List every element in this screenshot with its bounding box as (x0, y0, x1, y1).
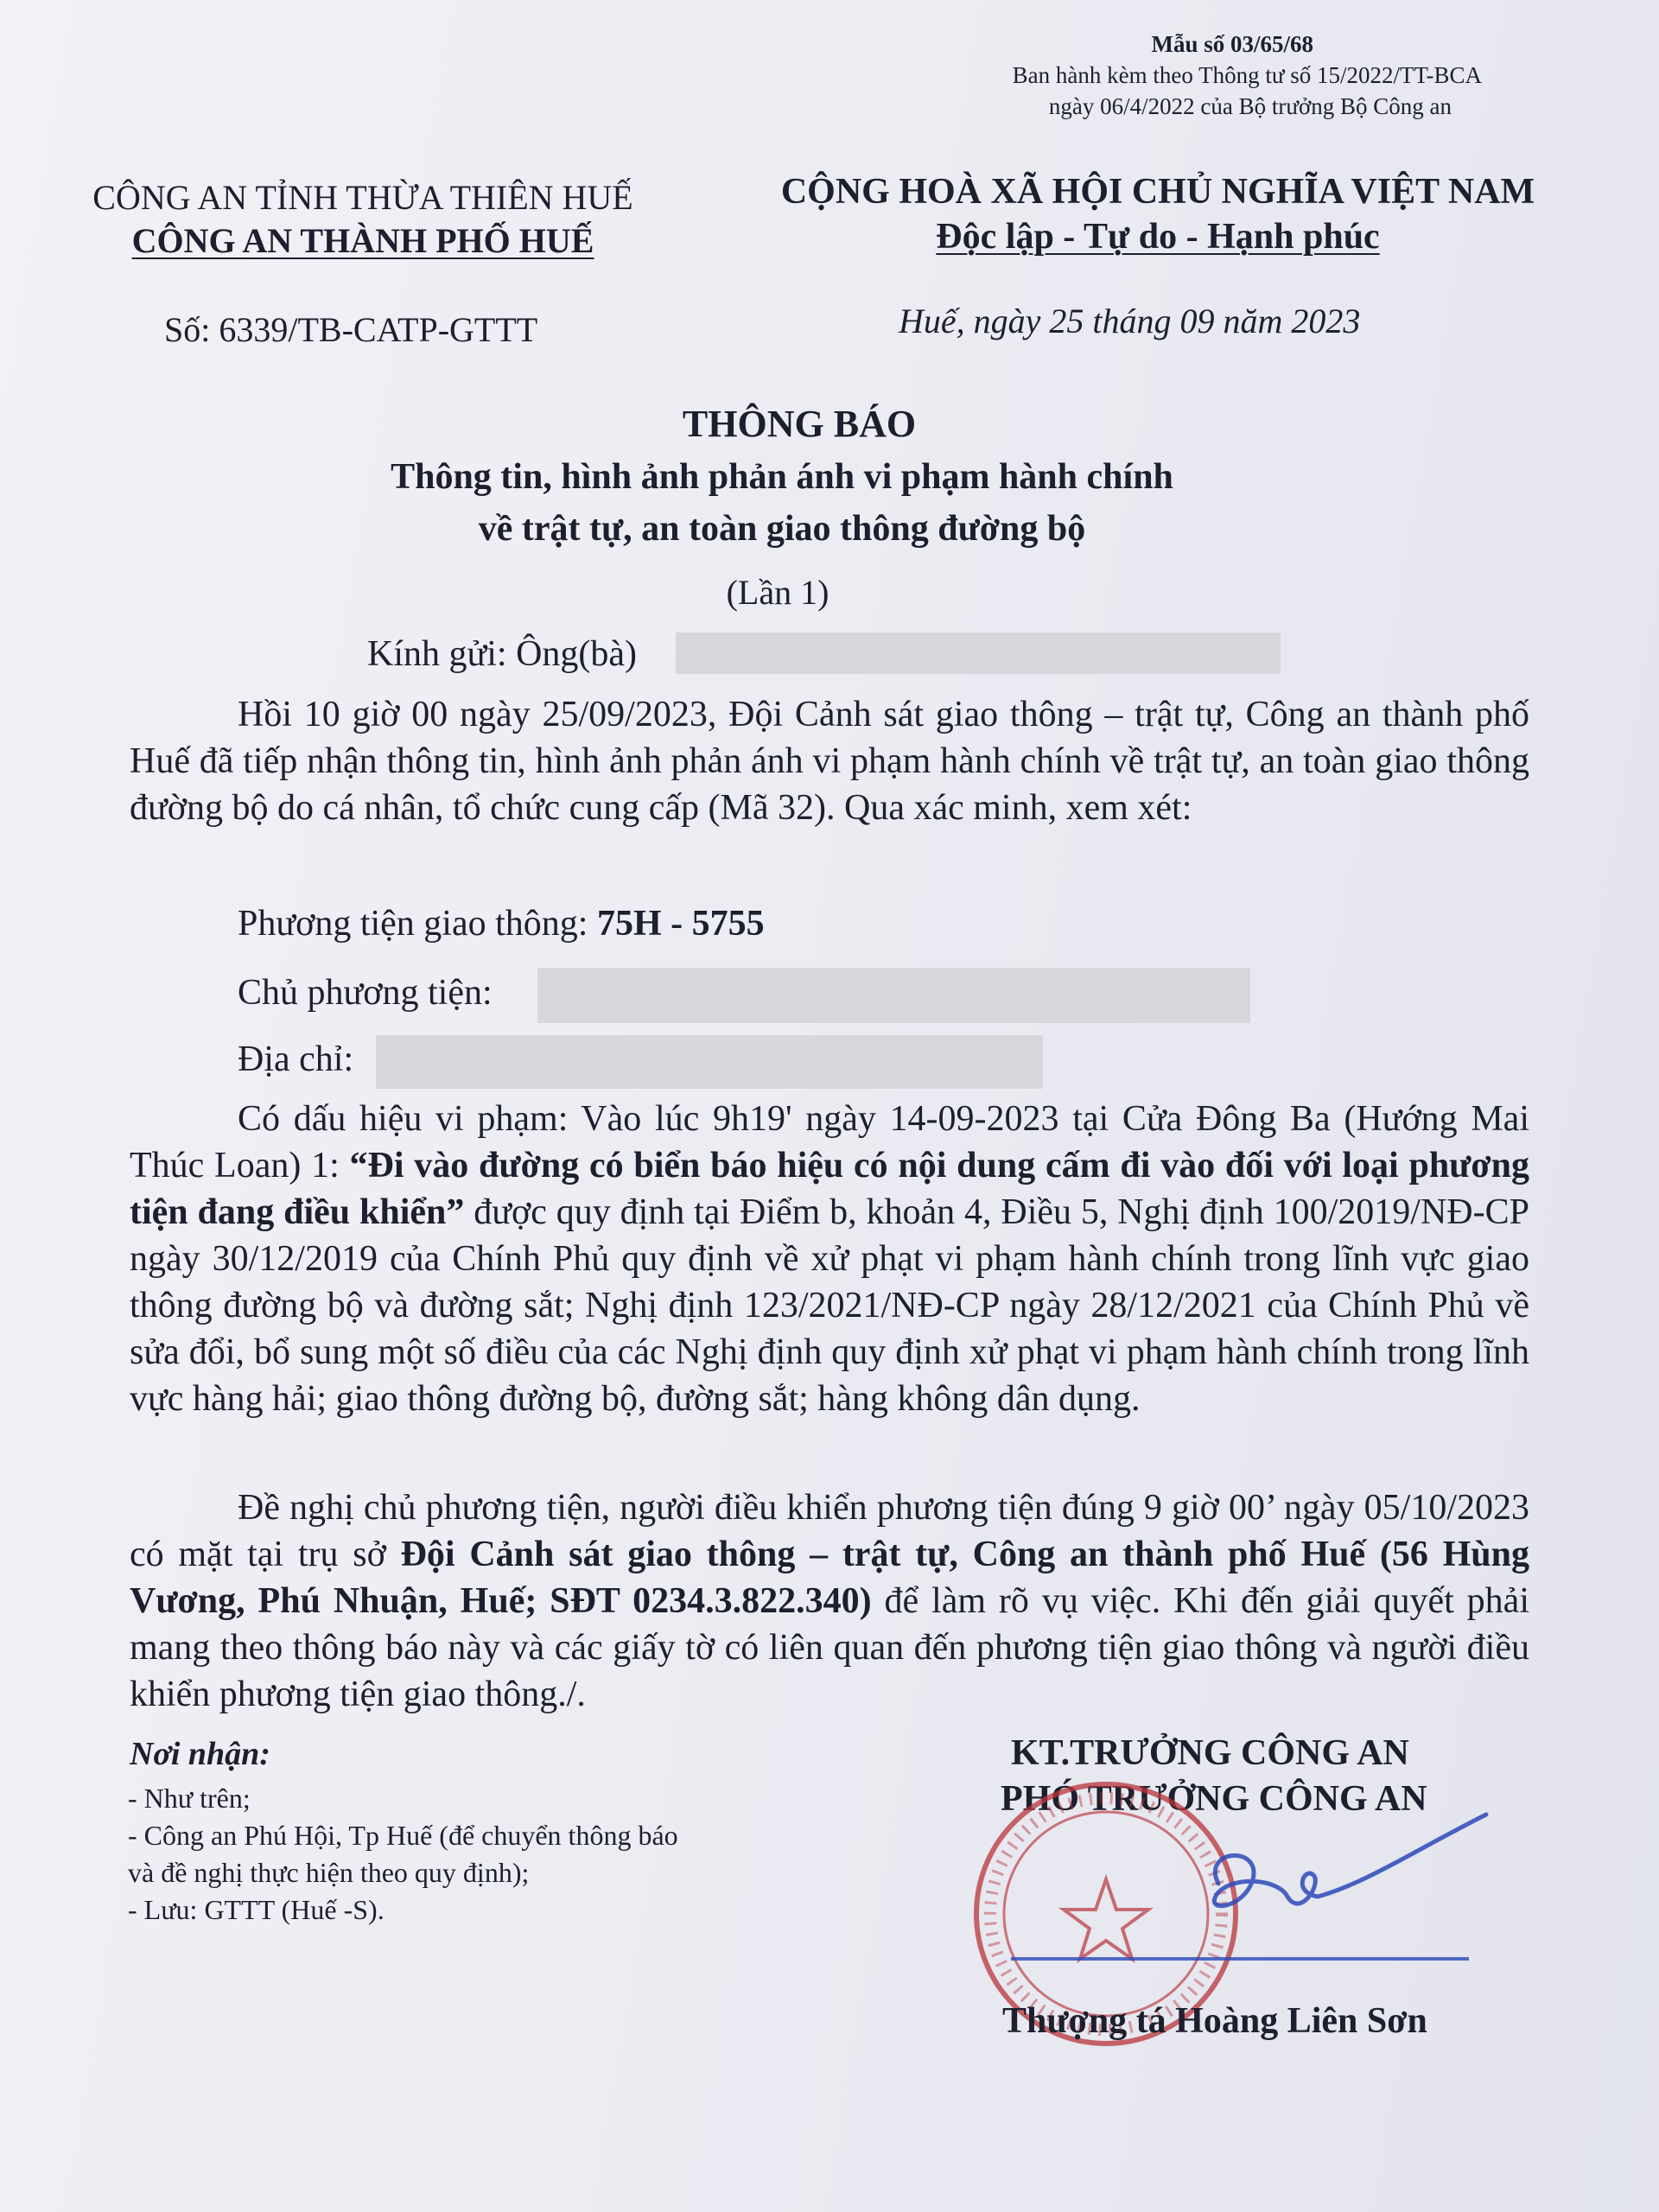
doc-title: THÔNG BÁO (682, 403, 917, 445)
greeting: Kính gửi: Ông(bà) (367, 634, 638, 674)
recipient-item-2: - Công an Phú Hội, Tp Huế (để chuyển thông báo (128, 1820, 678, 1851)
org-parent: CÔNG AN TỈNH THỪA THIÊN HUẾ (92, 178, 633, 217)
issued-with-line: Ban hành kèm theo Thông tư số 15/2022/TT-BCA (1012, 62, 1482, 88)
recipients-heading: Nơi nhận: (130, 1736, 270, 1772)
signature-title-2: PHÓ TRƯỞNG CÔNG AN (1001, 1779, 1427, 1819)
vehicle-label: Phương tiện giao thông: (238, 904, 588, 944)
recipient-item-4: - Lưu: GTTT (Huế -S). (128, 1894, 385, 1925)
redacted-owner (537, 968, 1250, 1023)
doc-subtitle-1: Thông tin, hình ảnh phản ánh vi phạm hành chính (391, 457, 1173, 497)
address-label: Địa chỉ: (238, 1039, 354, 1079)
form-number: Mẫu số 03/65/68 (1151, 31, 1313, 57)
nation-title: CỘNG HOÀ XÃ HỘI CHỦ NGHĨA VIỆT NAM (780, 172, 1535, 212)
signature-scribble-icon (1002, 1797, 1538, 1970)
violation-prefix: Có dấu hiệu vi phạm: Vào lúc 9h19' ngày 14-09-2023 tại Cửa Đông Ba (Hướng Mai Thúc Loan) 1: (130, 1099, 1529, 1185)
motto (709, 216, 1607, 257)
violation-paragraph (130, 1096, 1529, 1422)
doc-round: (Lần 1) (726, 573, 830, 612)
owner-label: Chủ phương tiện: (238, 973, 493, 1013)
issued-date-line: ngày 06/4/2022 của Bộ trưởng Bộ Công an (1048, 93, 1452, 119)
recipient-item-1: - Như trên; (128, 1783, 251, 1814)
redacted-address (376, 1035, 1043, 1089)
org-unit-text: CÔNG AN THÀNH PHỐ HUẾ (131, 221, 594, 260)
document-number: Số: 6339/TB-CATP-GTTT (164, 310, 538, 349)
recipient-item-3: và đề nghị thực hiện theo quy định); (128, 1857, 530, 1888)
signatory-name: Thượng tá Hoàng Liên Sơn (1002, 2001, 1427, 2041)
request-location: Đội Cảnh sát giao thông – trật tự, Công an thành phố Huế (56 Hùng Vương, Phú Nhuận, Huế; SĐT 0234.3.822.340) (130, 1535, 1529, 1621)
violation-description: “Đi vào đường có biển báo hiệu có nội dung cấm đi vào đối với loại phương tiện đang điều khiển” (130, 1146, 1529, 1232)
violation-legal-basis: được quy định tại Điểm b, khoản 4, Điều 5, Nghị định 100/2019/NĐ-CP ngày 30/12/2019 của Chính Phủ quy định về xử phạt vi phạm hành chính trong lĩnh vực giao thông đường bộ và đường sắt; Nghị định 123/2021/NĐ-CP ngày 28/12/2021 của Chính Phủ về sửa đổi, bổ sung một số điều của các Nghị định quy định xử phạt vi phạm hành chính trong lĩnh vực hàng hải; giao thông đường bộ, đường sắt; hàng không dân dụng. (130, 1192, 1529, 1419)
request-suffix: để làm rõ vụ việc. Khi đến giải quyết phải mang theo thông báo này và các giấy tờ có liên quan đến phương tiện giao thông và người điều khiển phương tiện giao thông./. (130, 1581, 1529, 1714)
doc-subtitle-2: về trật tự, an toàn giao thông đường bộ (478, 509, 1086, 549)
org-unit (43, 220, 683, 261)
redacted-recipient-name (676, 632, 1281, 674)
signature-title-1: KT.TRƯỞNG CÔNG AN (1011, 1733, 1409, 1773)
intro-paragraph: Hồi 10 giờ 00 ngày 25/09/2023, Đội Cảnh sát giao thông – trật tự, Công an thành phố Huế đã tiếp nhận thông tin, hình ảnh phản ánh vi phạm hành chính về trật tự, an toàn giao thông đường bộ do cá nhân, tổ chức cung cấp (Mã 32). Qua xác minh, xem xét: (130, 695, 1529, 828)
place-date: Huế, ngày 25 tháng 09 năm 2023 (899, 302, 1361, 340)
vehicle-plate: 75H - 5755 (596, 904, 765, 944)
vehicle-line (238, 903, 765, 944)
motto-text: Độc lập - Tự do - Hạnh phúc (936, 217, 1380, 257)
request-prefix: Đề nghị chủ phương tiện, người điều khiển phương tiện đúng 9 giờ 00’ ngày 05/10/2023 có mặt tại trụ sở (130, 1488, 1529, 1574)
request-paragraph (130, 1484, 1529, 1718)
